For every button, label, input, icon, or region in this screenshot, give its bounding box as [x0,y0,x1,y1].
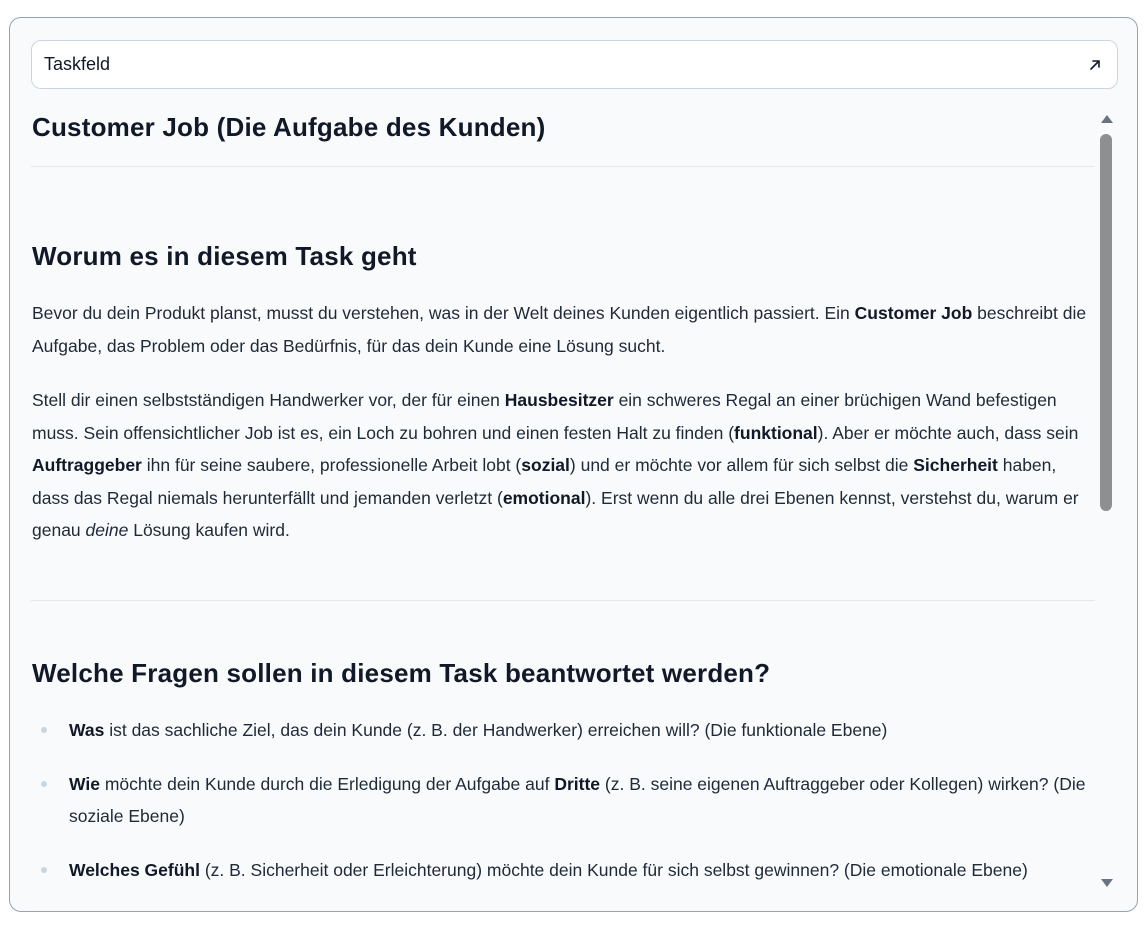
list-item: Wie möchte dein Kunde durch die Erledigung der Aufgabe auf Dritte (z. B. seine eigenen Auftraggeber oder Kollegen) wirken? (Die soziale Ebene) [31,768,1091,833]
section-heading-questions: Welche Fragen sollen in diesem Task beantwortet werden? [32,658,771,688]
triangle-down-icon[interactable] [1101,879,1113,887]
vertical-scrollbar[interactable] [1097,111,1117,887]
divider [31,166,1095,167]
bullet-icon [41,781,47,787]
bullet-icon [41,867,47,873]
question-list [31,714,1091,886]
list-item: Welches Gefühl (z. B. Sicherheit oder Erleichterung) möchte dein Kunde für sich selbst gewinnen? (Die emotionale Ebene) [31,854,1091,887]
bullet-icon [41,727,47,733]
task-field-title: Taskfeld [44,54,111,74]
scrollbar-thumb[interactable] [1100,134,1112,511]
page-title: Customer Job (Die Aufgabe des Kunden) [32,112,546,142]
task-panel [9,17,1138,912]
section-heading-task: Worum es in diesem Task geht [32,241,417,271]
list-item: Was ist das sachliche Ziel, das dein Kunde (z. B. der Handwerker) erreichen will? (Die funktionale Ebene) [31,714,1091,747]
task-field-header[interactable] [31,40,1118,89]
intro-paragraph: Bevor du dein Produkt planst, musst du verstehen, was in der Welt deines Kunden eigentlich passiert. Ein Customer Job beschreibt die Aufgabe, das Problem oder das Bedürfnis, für das dein Kunde eine Lösung sucht. [32,303,1087,356]
divider [31,600,1095,601]
example-paragraph: Stell dir einen selbstständigen Handwerker vor, der für einen Hausbesitzer ein schweres Regal an einer brüchigen Wand befestigen muss. Sein offensichtlicher Job ist es, ein Loch zu bohren und einen festen Halt zu finden (funktional). Aber er möchte auch, dass sein Auftraggeber ihn für seine saubere, professionelle Arbeit lobt (sozial) und er möchte vor allem für sich selbst die Sicherheit haben, dass das Regal niemals herunterfällt und jemanden verletzt (emotional). Erst wenn du alle drei Ebenen kennst, verstehst du, warum er genau deine Lösung kaufen wird. [32,390,1079,540]
task-content [31,110,1096,910]
arrow-up-right-icon[interactable] [1087,57,1103,73]
triangle-up-icon[interactable] [1101,115,1113,123]
